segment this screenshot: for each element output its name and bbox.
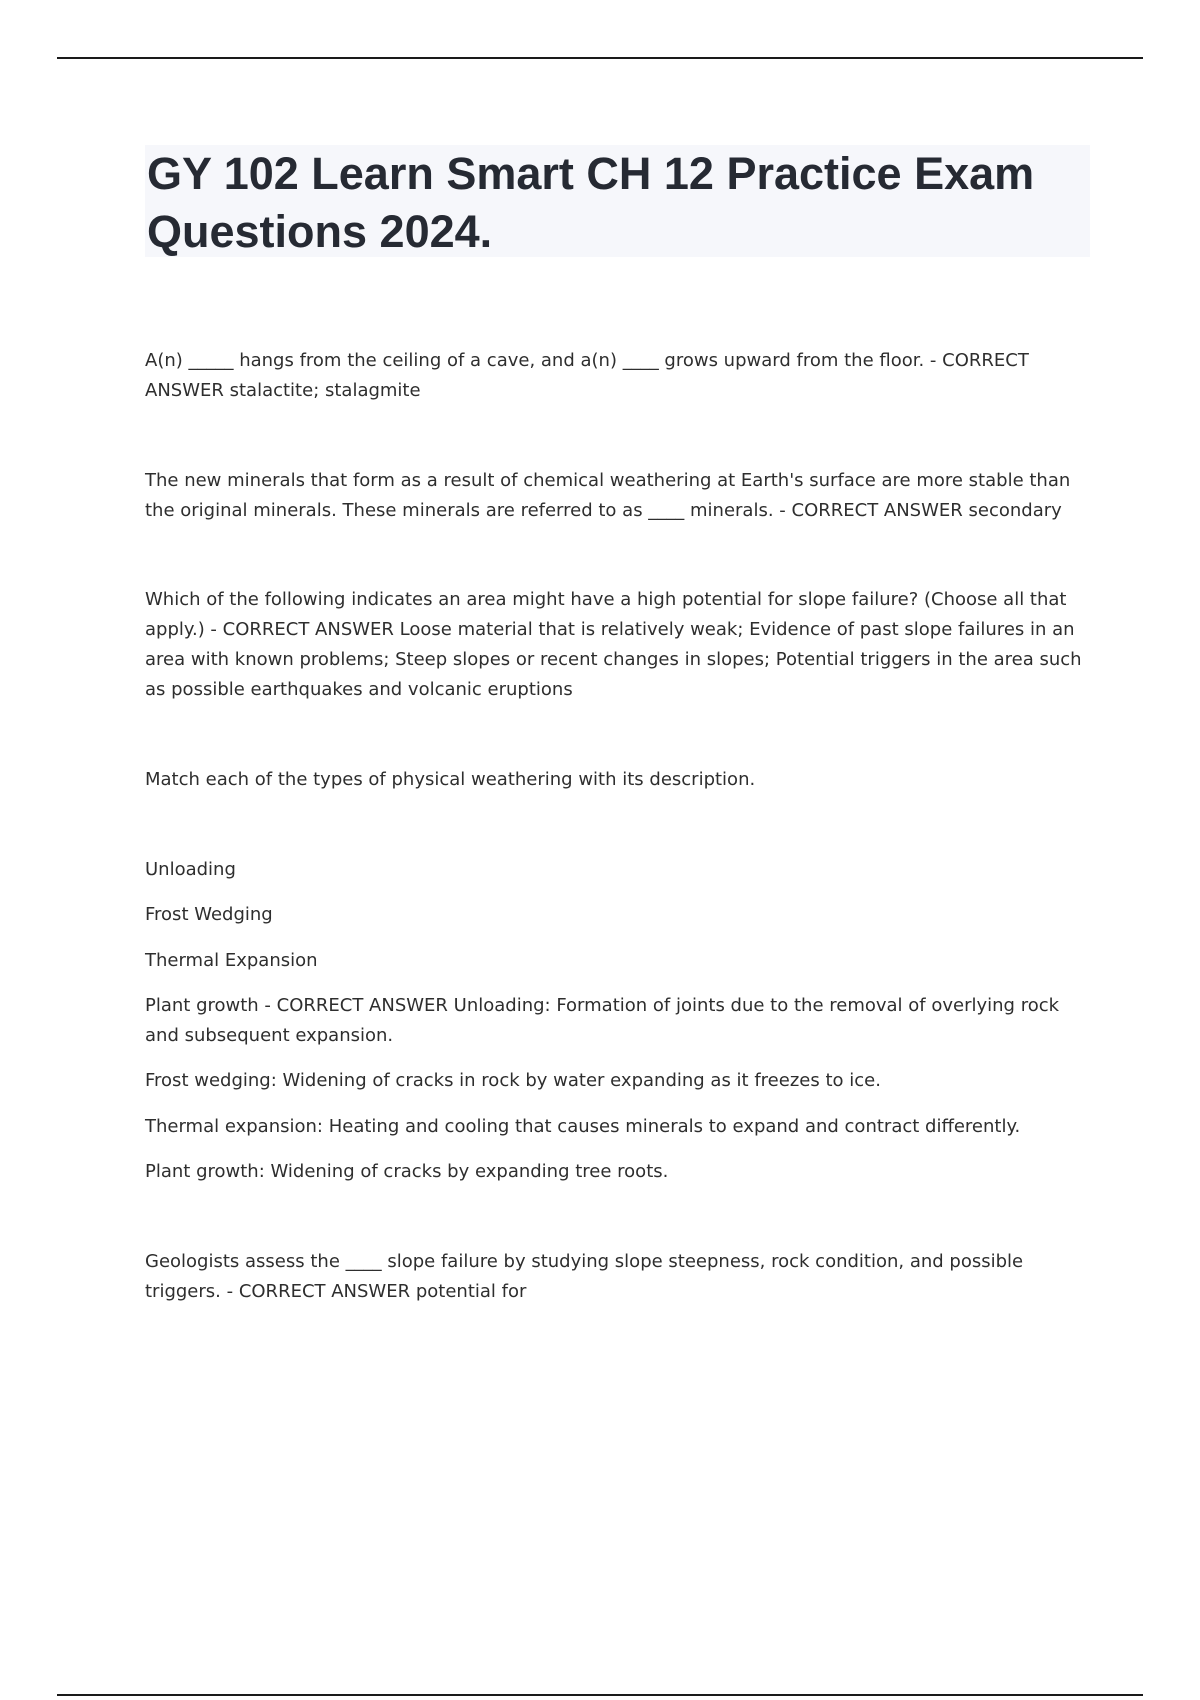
title-banner [145,145,1090,257]
list-item-thermal-expansion: Thermal Expansion [145,950,318,971]
answer-plant-growth: Plant growth: Widening of cracks by expanding tree roots. [145,1161,669,1182]
answer-thermal-expansion: Thermal expansion: Heating and cooling that causes minerals to expand and contract differently. [145,1116,1021,1137]
question-geologists-assess: Geologists assess the ____ slope failure by studying slope steepness, rock condition, and possible triggers. - CORRECT ANSWER potential for [145,1251,1024,1302]
list-item-unloading: Unloading [145,859,236,880]
list-item-frost-wedging: Frost Wedging [145,904,273,925]
bottom-rule [57,1694,1143,1696]
top-rule [57,57,1143,59]
question-secondary-minerals: The new minerals that form as a result of chemical weathering at Earth's surface are more stable than the original minerals. These minerals are referred to as ____ minerals. - CORRECT ANSWER secondary [145,470,1071,521]
question-physical-weathering: Match each of the types of physical weathering with its description. [145,769,756,790]
question-slope-failure: Which of the following indicates an area might have a high potential for slope failure? (Choose all that apply.) - CORRECT ANSWER Loose material that is relatively weak; Evidence of past slope failures in an area with known problems; Steep slopes or recent changes in slopes; Potential triggers in the area such as possible earthquakes and volcanic eruptions [145,589,1082,700]
question-stalactite: A(n) _____ hangs from the ceiling of a cave, and a(n) ____ grows upward from the floor. - CORRECT ANSWER stalactite; stalagmite [145,350,1029,401]
document-title: GY 102 Learn Smart CH 12 Practice Exam Questions 2024. [147,148,1035,257]
answer-unloading: Plant growth - CORRECT ANSWER Unloading: Formation of joints due to the removal of overlying rock and subsequent expansion. [145,995,1060,1046]
answer-frost-wedging: Frost wedging: Widening of cracks in rock by water expanding as it freezes to ice. [145,1070,881,1091]
